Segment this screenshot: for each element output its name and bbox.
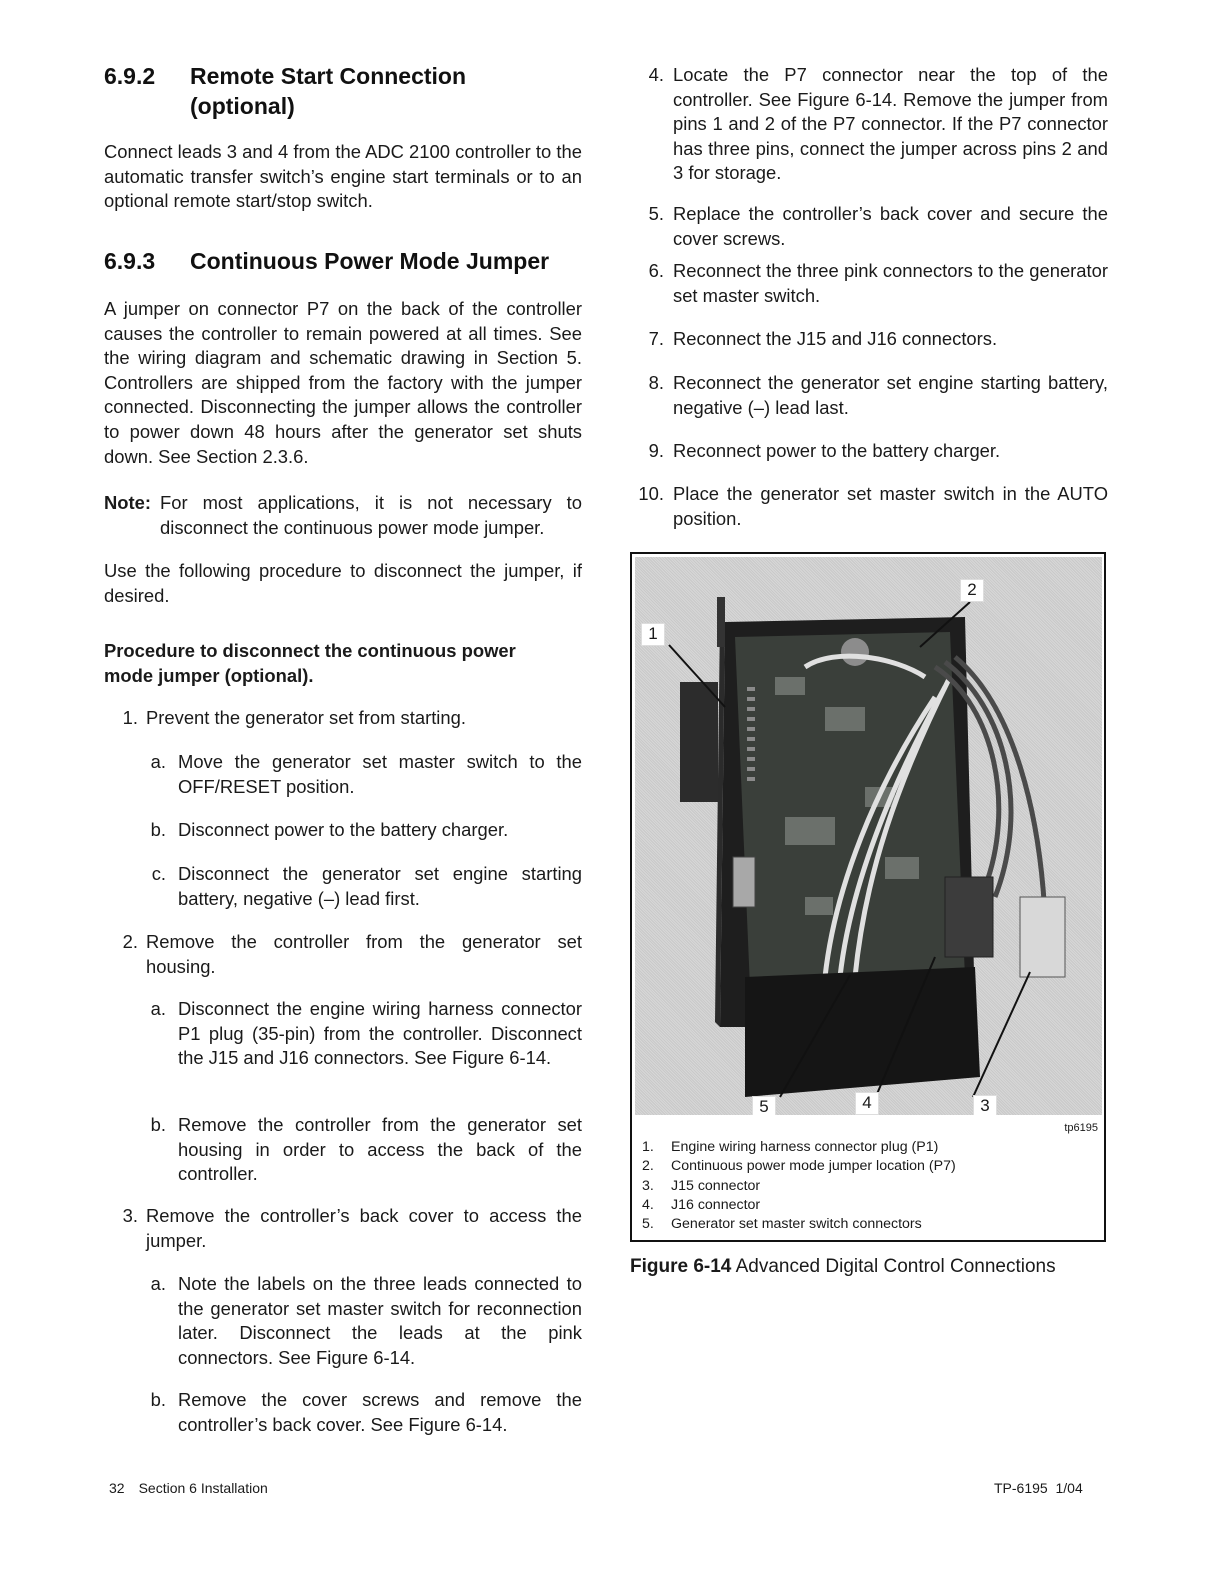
footer-doc-number: TP-6195	[994, 1480, 1048, 1496]
step-2a	[104, 997, 582, 1097]
figure-6-14	[630, 552, 1106, 1242]
step-2b-text: Remove the controller from the generator set housing in order to access the back of the controller.	[178, 1114, 582, 1185]
step-8	[630, 371, 1108, 421]
step-2	[104, 930, 582, 980]
legend-item: 4. J16 connector	[642, 1196, 761, 1213]
controller-photo	[635, 557, 1102, 1115]
step-7-number: 7.	[648, 328, 664, 349]
step-6-number: 6.	[648, 260, 664, 281]
footer-right	[994, 1480, 1083, 1496]
legend-item: 1. Engine wiring harness connector plug (P1)	[642, 1139, 939, 1155]
step-2a-text: Disconnect the engine wiring harness connector P1 plug (35-pin) from the controller. Disconnect the J15 and J16 connectors. See Figure 6-14.	[178, 998, 582, 1069]
controller-illustration	[635, 557, 1102, 1115]
step-3a-marker: a.	[150, 1273, 166, 1294]
figure-code: tp6195	[1064, 1122, 1098, 1134]
step-10	[630, 482, 1108, 532]
procedure-intro: Use the following procedure to disconnect the jumper, if desired.	[104, 560, 582, 606]
step-6	[630, 259, 1108, 309]
step-3-number: 3.	[122, 1205, 138, 1226]
section-692-title-line2: (optional)	[190, 93, 295, 119]
step-1-text: Prevent the generator set from starting.	[146, 707, 466, 728]
step-4-text: Locate the P7 connector near the top of the controller. See Figure 6-14. Remove the jumper from pins 1 and 2 of the P7 connector. If the P7 connector has three pins, connect the jumper across pins 2 and 3 for storage.	[673, 64, 1108, 184]
step-3-text: Remove the controller’s back cover to access the jumper.	[146, 1205, 582, 1251]
step-10-number: 10.	[638, 483, 664, 504]
circuit-board	[735, 632, 965, 987]
step-2b	[104, 1113, 582, 1188]
legend-item: 5. Generator set master switch connectors	[642, 1216, 922, 1233]
step-1c-marker: c.	[151, 863, 166, 884]
step-1c-text: Disconnect the generator set engine starting battery, negative (–) lead first.	[178, 863, 582, 909]
step-1b-text: Disconnect power to the battery charger.	[178, 819, 509, 840]
step-1b	[104, 818, 582, 843]
step-1-number: 1.	[122, 707, 138, 728]
section-692-body: Connect leads 3 and 4 from the ADC 2100 controller to the automatic transfer switch’s engine start terminals or to an optional remote start/stop switch.	[104, 141, 582, 212]
figure-caption-text: Advanced Digital Control Connections	[735, 1256, 1056, 1277]
callout-3: 3	[973, 1095, 997, 1115]
section-693-title: Continuous Power Mode Jumper	[190, 248, 550, 274]
step-9	[630, 439, 1108, 464]
step-5-text: Replace the controller’s back cover and secure the cover screws.	[673, 203, 1108, 249]
section-693-number: 6.9.3	[104, 248, 156, 274]
section-693-body: A jumper on connector P7 on the back of the controller causes the controller to remain powered at all times. See the wiring diagram and schematic drawing in Section 5. Controllers are shipped from the factory with the jumper connected. Disconnecting the jumper allows the controller to power down 48 hours after the generator set shuts down. See Section 2.3.6.	[104, 298, 582, 467]
figure-caption	[630, 1254, 1056, 1280]
j16-connector	[945, 877, 993, 957]
callout-1: 1	[641, 623, 665, 646]
callout-4: 4	[855, 1092, 879, 1115]
callout-2: 2	[960, 579, 984, 602]
step-2b-marker: b.	[150, 1114, 166, 1135]
footer-section: Section 6 Installation	[138, 1480, 268, 1496]
step-7-text: Reconnect the J15 and J16 connectors.	[673, 328, 998, 349]
note	[104, 491, 582, 541]
callout-5: 5	[752, 1096, 776, 1115]
j15-connector	[1020, 897, 1065, 977]
step-5-number: 5.	[648, 203, 664, 224]
step-3b-marker: b.	[150, 1389, 166, 1410]
step-4	[630, 63, 1108, 188]
footer-left	[109, 1480, 268, 1496]
section-692-heading	[104, 62, 584, 122]
step-3b-text: Remove the cover screws and remove the controller’s back cover. See Figure 6-14.	[178, 1389, 582, 1435]
step-10-text: Place the generator set master switch in the AUTO position.	[673, 483, 1108, 529]
step-2-number: 2.	[122, 931, 138, 952]
step-1b-marker: b.	[150, 819, 166, 840]
step-7	[630, 327, 1108, 352]
section-693-heading	[104, 247, 584, 277]
step-8-text: Reconnect the generator set engine starting battery, negative (–) lead last.	[673, 372, 1108, 418]
step-9-text: Reconnect power to the battery charger.	[673, 440, 1001, 461]
legend-item: 3. J15 connector	[642, 1177, 761, 1194]
note-text: For most applications, it is not necessary to disconnect the continuous power mode jumper.	[160, 492, 582, 538]
step-8-number: 8.	[648, 372, 664, 393]
step-3a	[104, 1272, 582, 1372]
step-1a-marker: a.	[150, 751, 166, 772]
step-1	[104, 706, 582, 731]
page-number: 32	[109, 1480, 125, 1496]
step-1c	[104, 862, 582, 912]
step-3b	[104, 1388, 582, 1438]
section-692-title-line1: Remote Start Connection	[190, 63, 467, 89]
figure-legend	[642, 1138, 1092, 1234]
step-6-text: Reconnect the three pink connectors to the generator set master switch.	[673, 260, 1108, 306]
footer-date: 1/04	[1055, 1480, 1083, 1496]
legend-item: 2. Continuous power mode jumper location (P7)	[642, 1158, 956, 1175]
procedure-heading: Procedure to disconnect the continuous power mode jumper (optional).	[104, 640, 516, 686]
section-692-number: 6.9.2	[104, 63, 156, 89]
step-1a	[104, 750, 582, 800]
step-1a-text: Move the generator set master switch to the OFF/RESET position.	[178, 751, 582, 797]
step-9-number: 9.	[648, 440, 664, 461]
note-label: Note:	[104, 492, 151, 513]
p1-connector	[680, 682, 718, 802]
step-3	[104, 1204, 582, 1254]
step-5	[630, 202, 1108, 252]
step-4-number: 4.	[648, 64, 664, 85]
step-3a-text: Note the labels on the three leads connected to the generator set master switch for reconnection later. Disconnect the leads at the pink connectors. See Figure 6-14.	[178, 1273, 582, 1368]
step-2-text: Remove the controller from the generator set housing.	[146, 931, 582, 977]
figure-caption-label: Figure 6-14	[630, 1256, 732, 1277]
step-2a-marker: a.	[150, 998, 166, 1019]
